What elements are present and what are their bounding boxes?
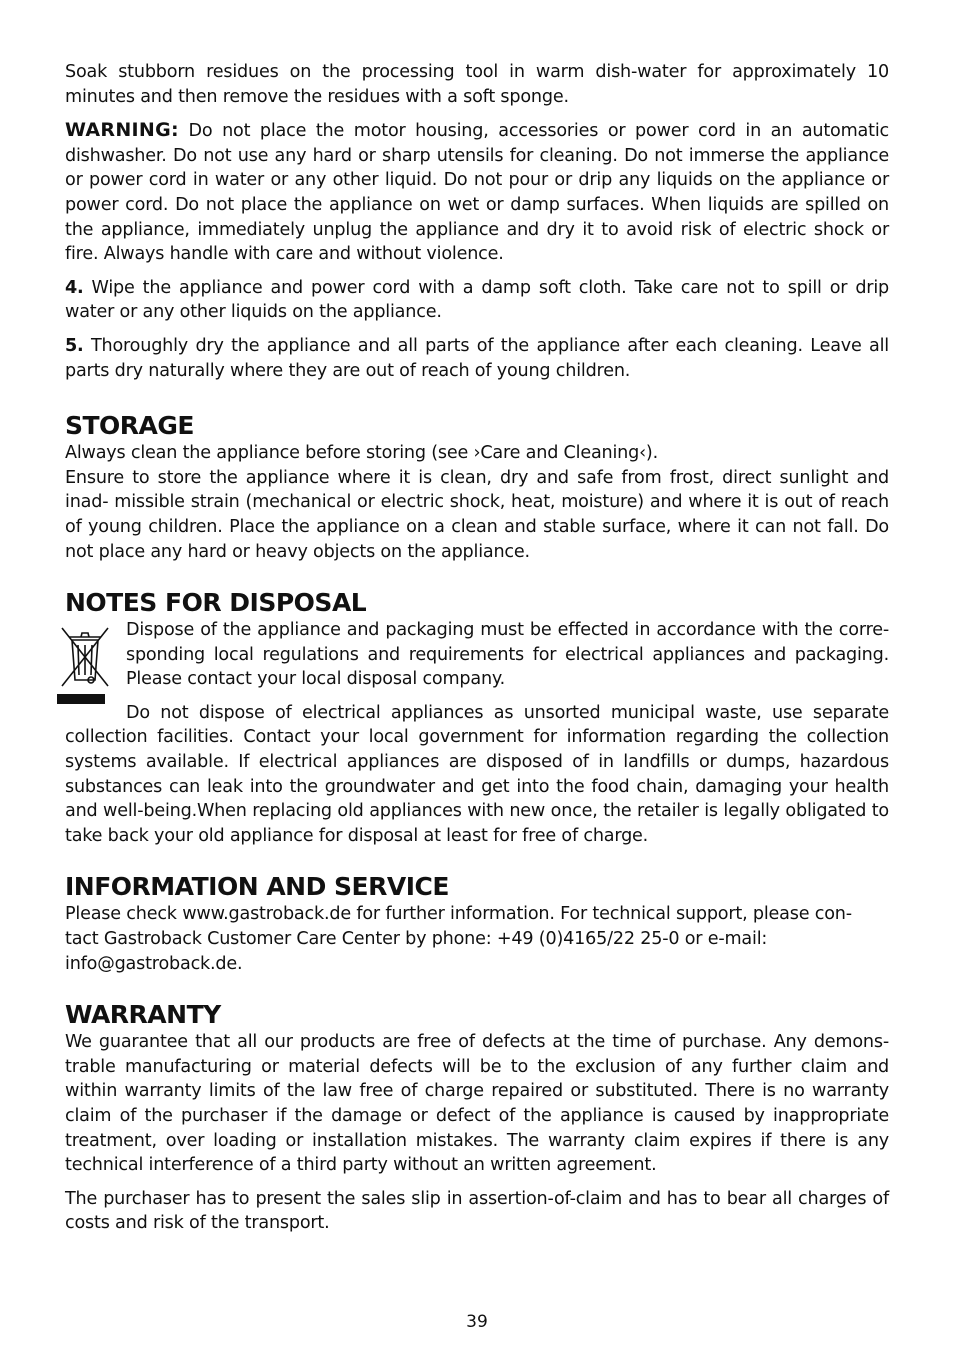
warning-paragraph xyxy=(65,118,889,267)
step-4-text: Wipe the appliance and power cord with a damp soft cloth. Take care not to spill or drip water or any other liquids on the appliance. xyxy=(65,277,889,323)
disposal-block xyxy=(65,618,889,848)
step-4-paragraph xyxy=(65,276,889,325)
service-paragraph: Please check www.gastroback.de for further information. For technical support, please con- tact Gastroback Customer Care Center by phone: +49 (0)4165/22 25-0 or e-mail: info@gastroback.de. xyxy=(65,904,852,974)
step-5-paragraph xyxy=(65,334,889,383)
storage-heading: STORAGE xyxy=(65,411,195,441)
step-5-number: 5. xyxy=(65,335,84,356)
disposal-paragraph-1: Dispose of the appliance and packaging must be effected in accordance with the corre- sponding local regulations and requirements for electrical appliances and packaging. Please contact your local disposal company. xyxy=(126,620,889,690)
soak-paragraph: Soak stubborn residues on the processing tool in warm dish-water for approximately 10 minutes and then remove the residues with a soft sponge. xyxy=(65,62,889,107)
storage-line-2: Ensure to store the appliance where it is clean, dry and safe from frost, direct sunlight and inad- missible strain (mechanical or electric shock, heat, moisture) and where it is out of reach of young children. Place the appliance on a clean and stable surface, where it can not fall. Do not place any hard or heavy objects on the appliance. xyxy=(65,467,889,562)
service-heading: INFORMATION AND SERVICE xyxy=(65,872,449,902)
warning-label: WARNING: xyxy=(65,119,179,142)
disposal-heading: NOTES FOR DISPOSAL xyxy=(65,588,367,618)
step-4-number: 4. xyxy=(65,277,84,298)
page-content xyxy=(65,60,889,1236)
crossed-out-wheelie-bin-icon xyxy=(57,620,113,704)
storage-line-1: Always clean the appliance before storing (see ›Care and Cleaning‹). xyxy=(65,443,658,464)
warranty-heading: WARRANTY xyxy=(65,1000,221,1030)
warranty-paragraph-1: We guarantee that all our products are free of defects at the time of purchase. Any demons- trable manufacturing or material defects will be to the exclusion of any further claim and within warranty limits of the law free of charge repaired or substituted. There is no warranty claim of the purchaser if the damage or defect of the appliance is caused by inappropriate treatment, over loading or installation mistakes. The warranty claim expires if there is any technical interference of a third party without an written agreement. xyxy=(65,1032,889,1176)
warning-text: Do not place the motor housing, accessories or power cord in an automatic dishwasher. Do not use any hard or sharp utensils for cleaning. Do not immerse the appliance or power cord in water or any other liquid. Do not pour or drip any liquids on the appliance or power cord. Do not place the appliance on wet or damp surfaces. When liquids are spilled on the appliance, immediately unplug the appliance and dry it to avoid risk of electric shock or fire. Always handle with care and without violence. xyxy=(65,121,889,265)
page-number: 39 xyxy=(466,1312,488,1332)
step-5-text: Thoroughly dry the appliance and all parts of the appliance after each cleaning. Leave all parts dry naturally where they are out of reach of young children. xyxy=(65,335,889,381)
warranty-paragraph-2: The purchaser has to present the sales slip in assertion-of-claim and has to bear all charges of costs and risk of the transport. xyxy=(65,1188,889,1234)
disposal-paragraph-2: Do not dispose of electrical appliances as unsorted municipal waste, use separate collection facilities. Contact your local government for information regarding the collection systems available. If electrical appliances are disposed of in landfills or dumps, hazardous substances can leak into the groundwater and get into the food chain, damaging your health and well-being.When replacing old appliances with new once, the retailer is legally obligated to take back your old appliance for disposal at least for free of charge. xyxy=(65,702,889,846)
